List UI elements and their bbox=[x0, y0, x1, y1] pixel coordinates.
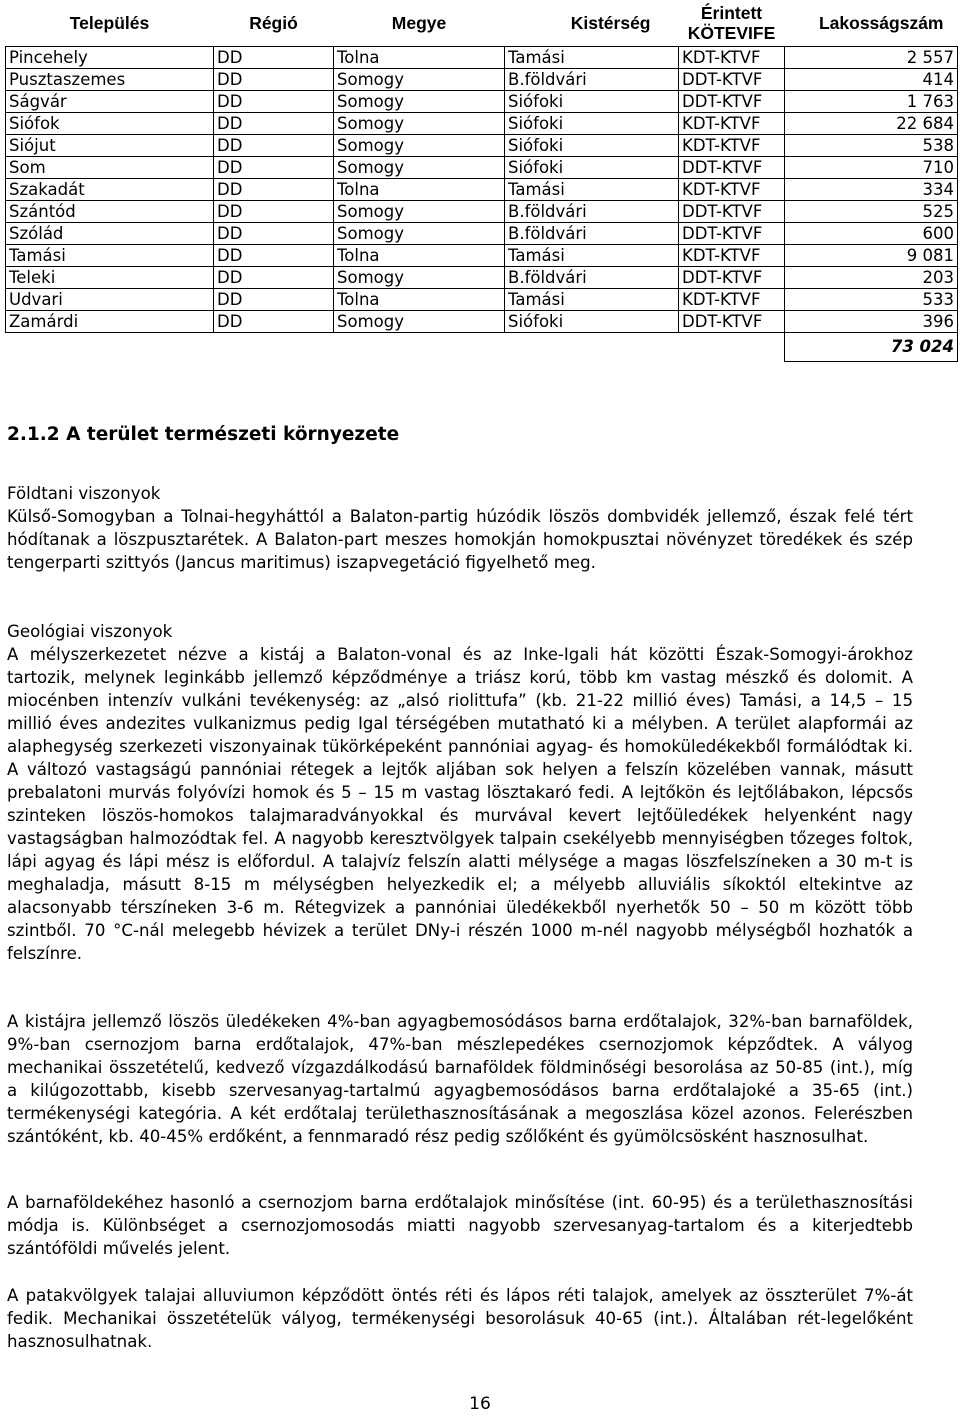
cell-subregion: Siófoki bbox=[505, 91, 679, 113]
cell-population: 1 763 bbox=[785, 91, 958, 113]
cell-population: 9 081 bbox=[785, 245, 958, 267]
cell-population: 396 bbox=[785, 311, 958, 333]
cell-settlement: Zamárdi bbox=[6, 311, 214, 333]
cell-affected: DDT-KTVF bbox=[679, 223, 785, 245]
section-title: 2.1.2 A terület természeti környezete bbox=[7, 424, 400, 445]
header-affected bbox=[679, 0, 785, 47]
cell-settlement: Pincehely bbox=[6, 47, 214, 69]
cell-county: Somogy bbox=[334, 311, 505, 333]
cell-settlement: Udvari bbox=[6, 289, 214, 311]
header-affected-line2: KÖTEVIFE bbox=[687, 23, 776, 43]
cell-settlement: Tamási bbox=[6, 245, 214, 267]
total-spacer bbox=[6, 333, 214, 362]
table-header-row bbox=[6, 0, 958, 47]
cell-county: Somogy bbox=[334, 113, 505, 135]
cell-affected: DDT-KTVF bbox=[679, 69, 785, 91]
table-row bbox=[6, 179, 958, 201]
cell-settlement: Szántód bbox=[6, 201, 214, 223]
cell-affected: DDT-KTVF bbox=[679, 157, 785, 179]
cell-settlement: Ságvár bbox=[6, 91, 214, 113]
cell-county: Somogy bbox=[334, 267, 505, 289]
cell-region: DD bbox=[214, 157, 334, 179]
geology-surface-heading: Földtani viszonyok bbox=[7, 484, 161, 503]
table-row bbox=[6, 311, 958, 333]
cell-population: 600 bbox=[785, 223, 958, 245]
cell-affected: DDT-KTVF bbox=[679, 91, 785, 113]
cell-region: DD bbox=[214, 267, 334, 289]
table-row bbox=[6, 135, 958, 157]
header-region: Régió bbox=[214, 0, 334, 47]
cell-population: 22 684 bbox=[785, 113, 958, 135]
chernozem-paragraph: A barnaföldekéhez hasonló a csernozjom barna erdőtalajok minősítése (int. 60-95) és a területhasznosítási módja is. Különbséget a csernozjomosodás miatti nagyobb szervesanyag-tartalom és a kiterjedtebb szántóföldi művelés jelent. bbox=[7, 1193, 913, 1258]
cell-subregion: B.földvári bbox=[505, 201, 679, 223]
total-spacer bbox=[334, 333, 505, 362]
header-subregion: Kistérség bbox=[505, 0, 679, 47]
cell-subregion: B.földvári bbox=[505, 69, 679, 91]
cell-population: 334 bbox=[785, 179, 958, 201]
cell-region: DD bbox=[214, 91, 334, 113]
cell-population: 2 557 bbox=[785, 47, 958, 69]
chernozem-block bbox=[7, 1191, 913, 1260]
total-spacer bbox=[214, 333, 334, 362]
cell-subregion: Siófoki bbox=[505, 113, 679, 135]
cell-population: 414 bbox=[785, 69, 958, 91]
settlement-table bbox=[5, 0, 958, 362]
alluvial-paragraph: A patakvölgyek talajai alluviumon képződött öntés réti és lápos réti talajok, amelyek az összterület 7%-át fedik. Mechanikai összetételük vályog, termékenységi besorolásuk 40-65 (int.). Általában rét-legelőként hasznosulhatnak. bbox=[7, 1286, 913, 1351]
header-county: Megye bbox=[334, 0, 505, 47]
cell-affected: KDT-KTVF bbox=[679, 245, 785, 267]
cell-region: DD bbox=[214, 135, 334, 157]
table-row bbox=[6, 223, 958, 245]
cell-settlement: Som bbox=[6, 157, 214, 179]
table-row bbox=[6, 113, 958, 135]
cell-affected: KDT-KTVF bbox=[679, 135, 785, 157]
geology-surface-block bbox=[7, 482, 913, 574]
cell-county: Somogy bbox=[334, 69, 505, 91]
cell-population: 538 bbox=[785, 135, 958, 157]
soil-paragraph: A kistájra jellemző löszös üledékeken 4%-ban agyagbemosódásos barna erdőtalajok, 32%-ban barnaföldek, 9%-ban csernozjom barna erdőtalajok, 47%-ban mészlepedékes csernozjomok képződtek. A vályog mechanikai összetételű, kedvező vízgazdálkodású barnaföldek földminőségi besorolása az 50-85 (int.), míg a kilúgozottabb, kisebb szervesanyag-tartalmú agyagbemosódásos barna erdőtalajoké a 35-65 (int.) termékenységi kategória. A két erdőtalaj területhasznosításának a megoszlása közel azonos. Felerészben szántóként, kb. 40-45% erdőként, a fennmaradó rész pedig szőlőként és gyümölcsösként hasznosulhat. bbox=[7, 1012, 913, 1146]
cell-county: Somogy bbox=[334, 223, 505, 245]
cell-population: 710 bbox=[785, 157, 958, 179]
cell-region: DD bbox=[214, 113, 334, 135]
table-row bbox=[6, 157, 958, 179]
cell-subregion: B.földvári bbox=[505, 223, 679, 245]
cell-settlement: Siófok bbox=[6, 113, 214, 135]
total-spacer bbox=[679, 333, 785, 362]
geology-deep-block bbox=[7, 620, 913, 965]
table-row bbox=[6, 289, 958, 311]
table-row bbox=[6, 267, 958, 289]
cell-subregion: Tamási bbox=[505, 179, 679, 201]
header-settlement: Település bbox=[6, 0, 214, 47]
population-total: 73 024 bbox=[785, 333, 958, 362]
cell-subregion: Tamási bbox=[505, 245, 679, 267]
table-row bbox=[6, 47, 958, 69]
cell-subregion: Tamási bbox=[505, 47, 679, 69]
cell-affected: DDT-KTVF bbox=[679, 311, 785, 333]
cell-region: DD bbox=[214, 201, 334, 223]
cell-population: 525 bbox=[785, 201, 958, 223]
cell-affected: DDT-KTVF bbox=[679, 201, 785, 223]
cell-region: DD bbox=[214, 223, 334, 245]
cell-region: DD bbox=[214, 47, 334, 69]
cell-county: Tolna bbox=[334, 47, 505, 69]
cell-subregion: Siófoki bbox=[505, 135, 679, 157]
cell-county: Somogy bbox=[334, 135, 505, 157]
cell-affected: KDT-KTVF bbox=[679, 113, 785, 135]
soil-block bbox=[7, 1010, 913, 1148]
geology-deep-heading: Geológiai viszonyok bbox=[7, 622, 173, 641]
cell-subregion: B.földvári bbox=[505, 267, 679, 289]
alluvial-block bbox=[7, 1284, 913, 1353]
header-affected-line1: Érintett bbox=[700, 3, 763, 23]
cell-affected: KDT-KTVF bbox=[679, 47, 785, 69]
settlement-table-container bbox=[5, 0, 957, 362]
cell-region: DD bbox=[214, 179, 334, 201]
cell-region: DD bbox=[214, 311, 334, 333]
cell-settlement: Siójut bbox=[6, 135, 214, 157]
page-number: 16 bbox=[469, 1394, 491, 1414]
cell-county: Tolna bbox=[334, 179, 505, 201]
cell-region: DD bbox=[214, 245, 334, 267]
geology-deep-paragraph: A mélyszerkezetet nézve a kistáj a Balaton-vonal és az Inke-Igali hát közötti Észak-Somogyi-árokhoz tartozik, melynek leginkább jellemző képződménye a triász korú, több km vastag mészkő és dolomit. A miocénben intenzív vulkáni tevékenység: az „alsó riolittufa” (kb. 21-22 millió éves) Tamási, a 14,5 – 15 millió éves andezites vulkanizmus pedig Igal térségében mutatható ki a mélyben. A terület alapformái az alaphegység szerkezeti viszonyainak tükörképeként pannóniai agyag- és homoküledékekből formálódtak ki. A változó vastagságú pannóniai rétegek a lejtők aljában sok helyen a felszín közelében vannak, másutt prebalatoni murvás folyóvízi homok és 5 – 15 m vastag lösztakaró fedi. A lejtőkön és lejtőlábakon, lépcsős szinteken löszös-homokos talajmaradványokkal és murvával kevert lejtőüledékek helyenként nagy vastagságban halmozódtak fel. A nagyobb keresztvölgyek talpain csekélyebb mennyiségben tőzeges foltok, lápi agyag és lápi mész is előfordul. A talajvíz felszín alatti mélysége a magas löszfelszíneken a 30 m-t is meghaladja, másutt 8-15 m mélységben helyezkedik el; a mélyebb alluviális síkoktól eltekintve az alacsonyabb térszíneken 3-6 m. Rétegvizek a pannóniai üledékekből nyerhetők 50 – 50 m között több szintből. 70 °C-nál melegebb hévizek a terület DNy-i részén 1000 m-nél nagyobb mélységből hozhatók a felszínre. bbox=[7, 645, 913, 963]
cell-county: Somogy bbox=[334, 201, 505, 223]
table-body bbox=[6, 47, 958, 362]
cell-subregion: Siófoki bbox=[505, 157, 679, 179]
cell-affected: KDT-KTVF bbox=[679, 179, 785, 201]
header-population: Lakosságszám bbox=[785, 0, 958, 47]
cell-settlement: Pusztaszemes bbox=[6, 69, 214, 91]
cell-affected: KDT-KTVF bbox=[679, 289, 785, 311]
table-row bbox=[6, 91, 958, 113]
cell-region: DD bbox=[214, 289, 334, 311]
table-total-row bbox=[6, 333, 958, 362]
cell-region: DD bbox=[214, 69, 334, 91]
table-row bbox=[6, 245, 958, 267]
cell-settlement: Szakadát bbox=[6, 179, 214, 201]
cell-population: 203 bbox=[785, 267, 958, 289]
cell-county: Tolna bbox=[334, 289, 505, 311]
cell-settlement: Szólád bbox=[6, 223, 214, 245]
cell-subregion: Tamási bbox=[505, 289, 679, 311]
cell-county: Somogy bbox=[334, 157, 505, 179]
table-row bbox=[6, 69, 958, 91]
cell-subregion: Siófoki bbox=[505, 311, 679, 333]
cell-county: Tolna bbox=[334, 245, 505, 267]
cell-county: Somogy bbox=[334, 91, 505, 113]
table-row bbox=[6, 201, 958, 223]
cell-settlement: Teleki bbox=[6, 267, 214, 289]
geology-surface-paragraph: Külső-Somogyban a Tolnai-hegyháttól a Balaton-partig húzódik löszös dombvidék jellemző, észak felé tért hódítanak a löszpusztarétek. A Balaton-part meszes homokján homokpusztai növényzet töredékek és szép tengerparti szittyós (Jancus maritimus) iszapvegetáció figyelhető meg. bbox=[7, 507, 913, 572]
total-spacer bbox=[505, 333, 679, 362]
cell-affected: DDT-KTVF bbox=[679, 267, 785, 289]
cell-population: 533 bbox=[785, 289, 958, 311]
